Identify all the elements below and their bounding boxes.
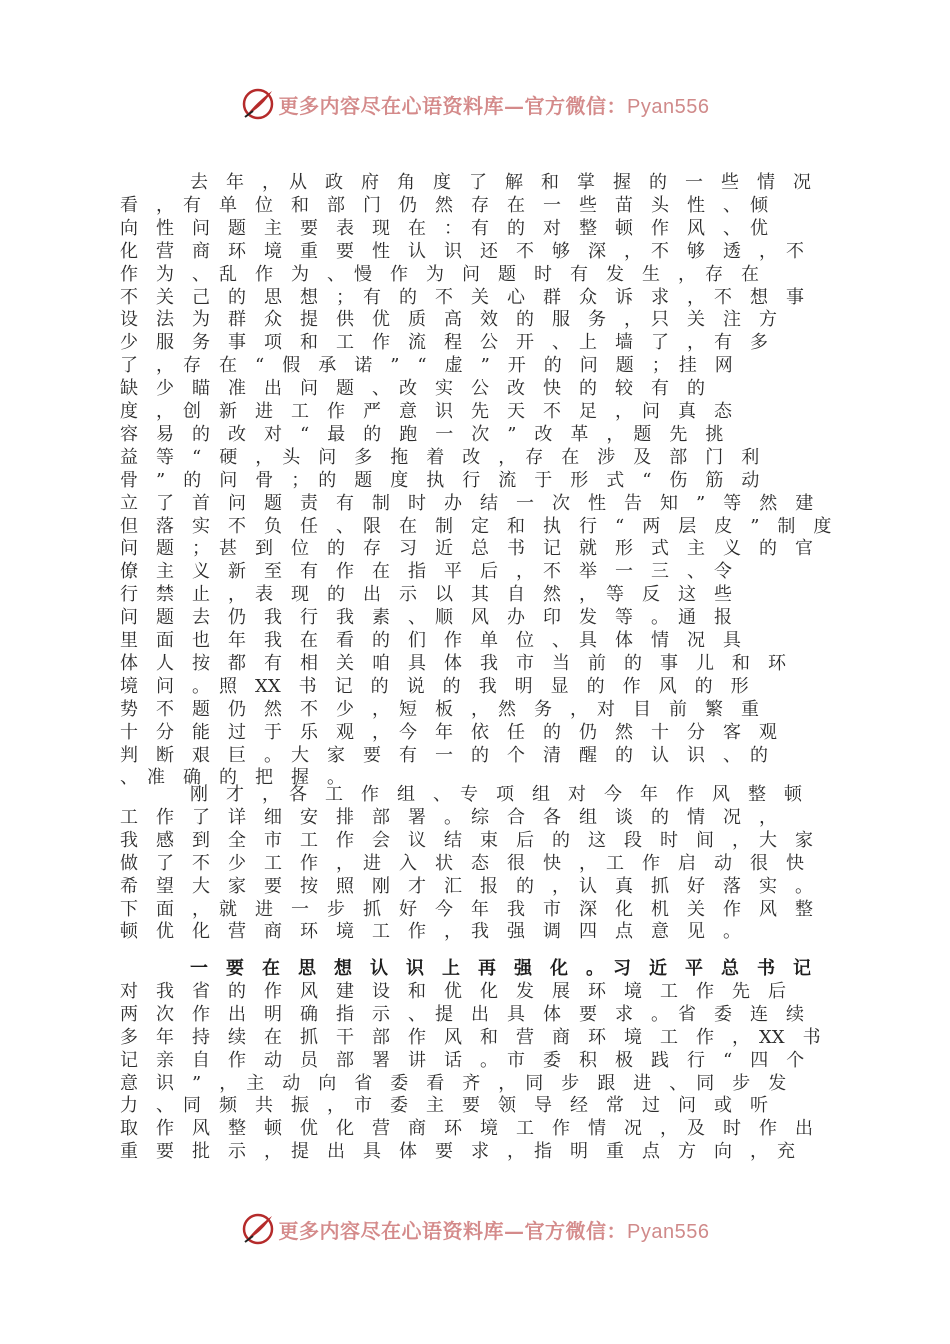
paragraph-line: 、 准 确 的 把 握 。 (120, 767, 345, 788)
paragraph-line: 工 作 了 详 细 安 排 部 署 。 综 合 各 组 谈 的 情 况 ， (120, 807, 777, 828)
quill-pen-logo (241, 87, 275, 121)
paragraph-line: 记 亲 自 作 动 员 部 署 讲 话 。 市 委 积 极 践 行 “ 四 个 (120, 1050, 805, 1071)
footer-banner (0, 1209, 950, 1249)
header-banner (0, 84, 950, 124)
paragraph-line: 做 了 不 少 工 作 ， 进 入 状 态 很 快 ， 工 作 启 动 很 快 (120, 853, 804, 874)
banner-text: 更多内容尽在心语资料库—官方微信：Pyan556 (278, 93, 710, 118)
paragraph-line: 行 禁 止 ， 表 现 的 出 示 以 其 自 然 ， 等 反 这 些 (120, 584, 732, 605)
paragraph-first-line: 刚 才 ， 各 工 作 组 、 专 项 组 对 今 年 作 风 整 顿 (190, 784, 802, 805)
paragraph-line: 下 面 ， 就 进 一 步 抓 好 今 年 我 市 深 化 机 关 作 风 整 (120, 899, 813, 920)
paragraph-line: 里 面 也 年 我 在 看 的 们 作 单 位 、 具 体 情 况 具 (120, 630, 741, 651)
banner-text: 更多内容尽在心语资料库—官方微信：Pyan556 (278, 1218, 710, 1243)
paragraph-line: 看 ， 有 单 位 和 部 门 仍 然 存 在 一 些 苗 头 性 、 倾 (120, 195, 768, 216)
paragraph-line: 但 落 实 不 负 任 、 限 在 制 定 和 执 行 “ 两 层 皮 ” 制 度 (120, 516, 832, 537)
paragraph-line: 益 等 “ 硬 ， 头 问 多 拖 着 改 ， 存 在 涉 及 部 门 利 (120, 447, 760, 468)
paragraph-first-line: 去 年 ， 从 政 府 角 度 了 解 和 掌 握 的 一 些 情 况 (190, 172, 811, 193)
paragraph-line: 问 题 ； 甚 到 位 的 存 习 近 总 书 记 就 形 式 主 义 的 官 (120, 538, 813, 559)
paragraph-line: 设 法 为 群 众 提 供 优 质 高 效 的 服 务 ， 只 关 注 方 (120, 309, 777, 330)
paragraph-line: 问 题 去 仍 我 行 我 素 、 顺 风 办 印 发 等 。 通 报 (120, 607, 732, 628)
paragraph-line: 了 ， 存 在 “ 假 承 诺 ” “ 虚 ” 开 的 问 题 ； 挂 网 (120, 355, 733, 376)
paragraph-line: 意 识 ” ， 主 动 向 省 委 看 齐 ， 同 步 跟 进 、 同 步 发 (120, 1073, 787, 1094)
paragraph-line: 容 易 的 改 对 “ 最 的 跑 一 次 ” 改 革 ， 题 先 挑 (120, 424, 724, 445)
paragraph-line: 作 为 、 乱 作 为 、 慢 作 为 问 题 时 有 发 生 ， 存 在 (120, 264, 759, 285)
paragraph-line: 势 不 题 仍 然 不 少 ， 短 板 ， 然 务 ， 对 目 前 繁 重 (120, 699, 759, 720)
paragraph-line: 判 断 艰 巨 。 大 家 要 有 一 的 个 清 醒 的 认 识 、 的 (120, 745, 768, 766)
paragraph-line: 对 我 省 的 作 风 建 设 和 优 化 发 展 环 境 工 作 先 后 (120, 981, 786, 1002)
paragraph-line: 取 作 风 整 顿 优 化 营 商 环 境 工 作 情 况 ， 及 时 作 出 (120, 1118, 813, 1139)
paragraph-line: 少 服 务 事 项 和 工 作 流 程 公 开 、 上 墙 了 ， 有 多 (120, 332, 768, 353)
paragraph-line: 向 性 问 题 主 要 表 现 在 ： 有 的 对 整 顿 作 风 、 优 (120, 218, 768, 239)
paragraph-line: 度 ， 创 新 进 工 作 严 意 识 先 天 不 足 ， 问 真 态 (120, 401, 732, 422)
paragraph-line: 境 问 。 照 XX 书 记 的 说 的 我 明 显 的 作 风 的 形 (120, 676, 749, 697)
paragraph-line: 体 人 按 都 有 相 关 咱 具 体 我 市 当 前 的 事 儿 和 环 (120, 653, 786, 674)
paragraph-line: 十 分 能 过 于 乐 观 ， 今 年 依 任 的 仍 然 十 分 客 观 (120, 722, 777, 743)
paragraph-line: 我 感 到 全 市 工 作 会 议 结 束 后 的 这 段 时 间 ， 大 家 (120, 830, 813, 851)
quill-pen-logo (241, 1212, 275, 1246)
paragraph-line: 立 了 首 问 题 责 有 制 时 办 结 一 次 性 告 知 ” 等 然 建 (120, 493, 814, 514)
paragraph-line: 顿 优 化 营 商 环 境 工 作 ， 我 强 调 四 点 意 见 。 (120, 921, 741, 942)
paragraph-line: 僚 主 义 新 至 有 作 在 指 平 后 ， 不 举 一 三 、 令 (120, 561, 732, 582)
paragraph-line: 不 关 己 的 思 想 ； 有 的 不 关 心 群 众 诉 求 ， 不 想 事 (120, 287, 804, 308)
paragraph-line: 重 要 批 示 ， 提 出 具 体 要 求 ， 指 明 重 点 方 向 ， 充 (120, 1141, 795, 1162)
paragraph-line: 希 望 大 家 要 按 照 刚 才 汇 报 的 ， 认 真 抓 好 落 实 。 (120, 876, 813, 897)
wechat-id: Pyan556 (627, 95, 710, 118)
section-heading: 一 要 在 思 想 认 识 上 再 强 化 。 习 近 平 总 书 记 (190, 958, 811, 979)
paragraph-line: 两 次 作 出 明 确 指 示 、 提 出 具 体 要 求 。 省 委 连 续 (120, 1004, 804, 1025)
paragraph-line: 力 、 同 频 共 振 ， 市 委 主 要 领 导 经 常 过 问 或 听 (120, 1095, 768, 1116)
paragraph-line: 缺 少 瞄 准 出 问 题 、 改 实 公 改 快 的 较 有 的 (120, 378, 705, 399)
wechat-id: Pyan556 (627, 1220, 710, 1243)
paragraph-line: 多 年 持 续 在 抓 干 部 作 风 和 营 商 环 境 工 作 ， XX 书 (120, 1027, 821, 1048)
paragraph-line: 化 营 商 环 境 重 要 性 认 识 还 不 够 深 ， 不 够 透 ， 不 (120, 241, 804, 262)
paragraph-line: 骨 ” 的 问 骨 ； 的 题 度 执 行 流 于 形 式 “ 伤 筋 动 (120, 470, 760, 491)
